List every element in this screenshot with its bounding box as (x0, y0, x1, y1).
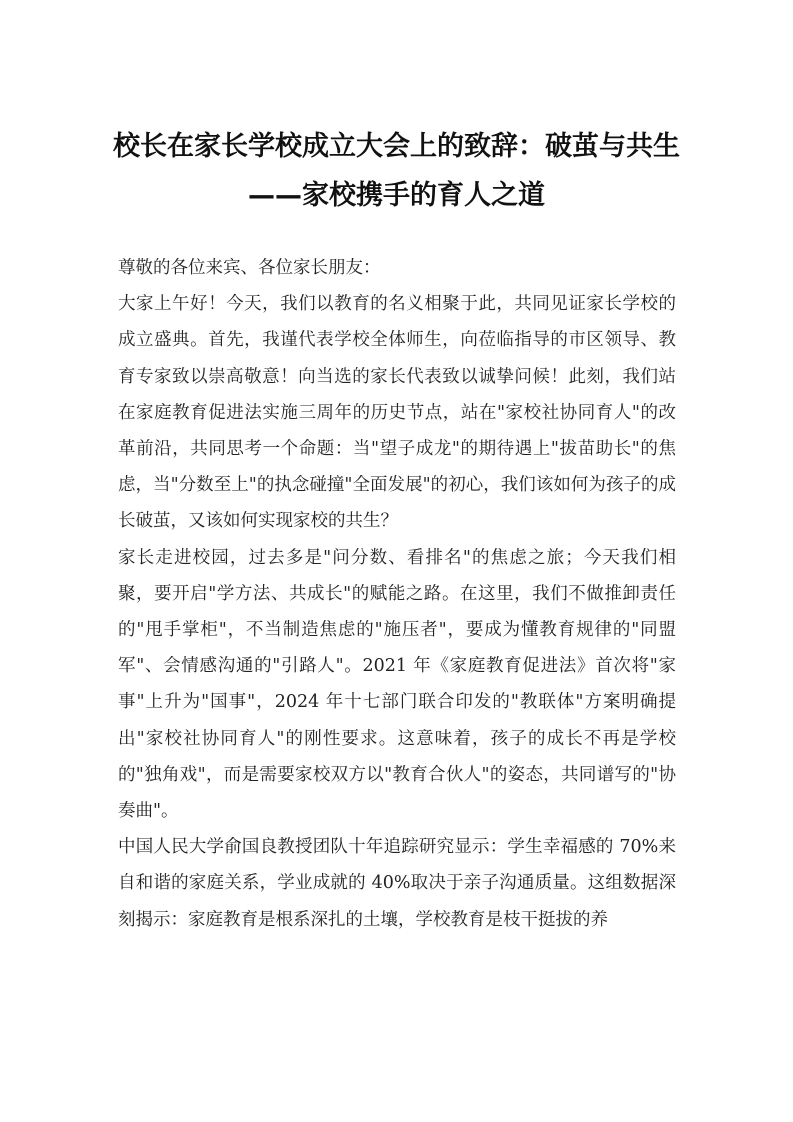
body-paragraph: 家长走进校园，过去多是"问分数、看排名"的焦虑之旅；今天我们相聚，要开启"学方法、共成长"的赋能之路。在这里，我们不做推卸责任的"甩手掌柜"，不当制造焦虑的"施压者"，要成为懂教育规律的"同盟军"、会情感沟通的"引路人"。2021 年《家庭教育促进法》首次将"家事"上升为"国事"，2024 年十七部门联合印发的"教联体"方案明确提出"家校社协同育人"的刚性要求。这意味着，孩子的成长不再是学校的"独角戏"，而是需要家校双方以"教育合伙人"的姿态，共同谱写的"协奏曲"。 (118, 547, 676, 822)
body-paragraph: 中国人民大学俞国良教授团队十年追踪研究显示：学生幸福感的 70%来自和谐的家庭关系，学业成就的 40%取决于亲子沟通质量。这组数据深刻揭示：家庭教育是根系深扎的土壤，学校教育是枝干挺拔的养 (118, 837, 676, 930)
body-paragraph: 大家上午好！今天，我们以教育的名义相聚于此，共同见证家长学校的成立盛典。首先，我谨代表学校全体师生，向莅临指导的市区领导、教育专家致以崇高敬意！向当选的家长代表致以诚挚问候！此刻，我们站在家庭教育促进法实施三周年的历史节点，站在"家校社协同育人"的改革前沿，共同思考一个命题：当"望子成龙"的期待遇上"拔苗助长"的焦虑，当"分数至上"的执念碰撞"全面发展"的初心，我们该如何为孩子的成长破茧，又该如何实现家校的共生？ (118, 294, 676, 532)
document-title: 校长在家长学校成立大会上的致辞：破茧与共生——家校携手的育人之道 (113, 131, 680, 211)
salutation-paragraph: 尊敬的各位来宾、各位家长朋友： (118, 258, 381, 278)
document-body (118, 250, 676, 938)
